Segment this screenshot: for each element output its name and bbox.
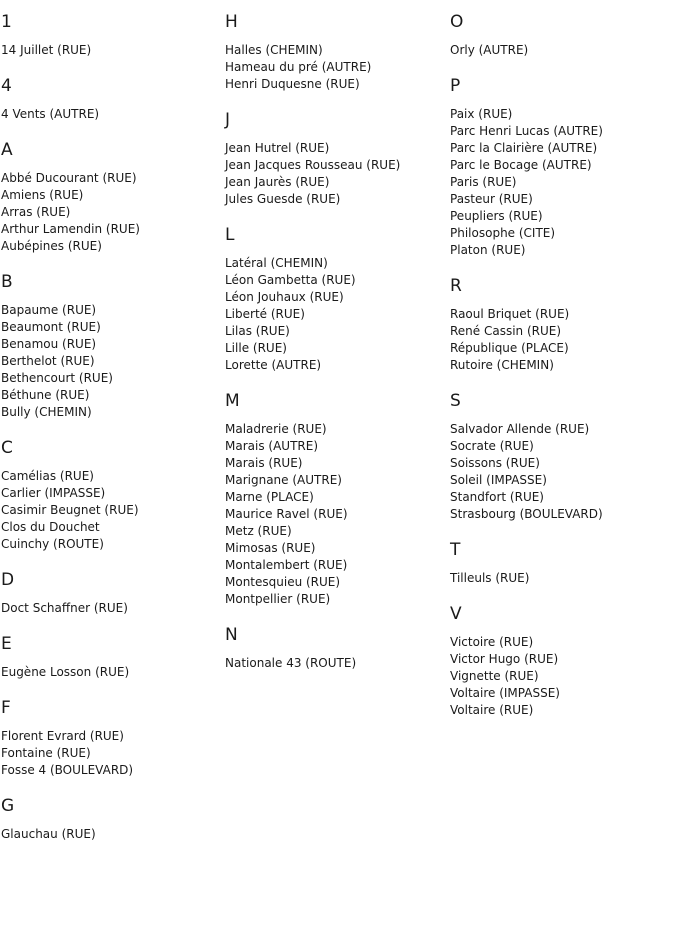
letter-section [1,76,221,123]
street-entry: Voltaire (RUE) [450,703,534,717]
street-list [1,728,221,779]
street-entry: Glauchau (RUE) [1,827,96,841]
letter-section [1,796,221,843]
letter-section [225,625,445,672]
street-entry: Montalembert (RUE) [225,558,348,572]
street-entry: Lilas (RUE) [225,324,290,338]
street-entry: Arras (RUE) [1,205,71,219]
street-entry: Berthelot (RUE) [1,354,95,368]
street-entry: Paris (RUE) [450,175,517,189]
street-entry: Fosse 4 (BOULEVARD) [1,763,134,777]
letter-section [1,140,221,255]
street-entry: Victor Hugo (RUE) [450,652,559,666]
street-entry: Bethencourt (RUE) [1,371,113,385]
section-letter-heading: H [225,12,238,32]
street-entry: Marais (RUE) [225,456,303,470]
letter-section [225,391,445,608]
street-list [450,421,670,523]
street-entry: Socrate (RUE) [450,439,534,453]
street-list [225,655,445,672]
street-entry: Fontaine (RUE) [1,746,91,760]
index-column [1,12,221,860]
street-entry: Abbé Ducourant (RUE) [1,171,137,185]
letter-section [450,391,670,523]
street-entry: Carlier (IMPASSE) [1,486,106,500]
street-entry: Marignane (AUTRE) [225,473,342,487]
street-entry: Strasbourg (BOULEVARD) [450,507,603,521]
street-entry: Jules Guesde (RUE) [225,192,341,206]
street-list [1,106,221,123]
letter-section [225,12,445,93]
street-entry: Beaumont (RUE) [1,320,101,334]
street-entry: Florent Evrard (RUE) [1,729,124,743]
street-list [450,306,670,374]
letter-section [450,276,670,374]
street-entry: Arthur Lamendin (RUE) [1,222,140,236]
letter-section [450,604,670,719]
section-letter-heading: C [1,438,13,458]
street-entry: Marne (PLACE) [225,490,314,504]
street-entry: Léon Gambetta (RUE) [225,273,356,287]
street-list [450,106,670,259]
street-entry: Clos du Douchet [1,520,100,534]
street-list [225,421,445,608]
letter-section [1,438,221,553]
street-entry: 14 Juillet (RUE) [1,43,92,57]
street-entry: Salvador Allende (RUE) [450,422,590,436]
street-entry: Montpellier (RUE) [225,592,331,606]
street-entry: Jean Hutrel (RUE) [225,141,330,155]
street-entry: Parc le Bocage (AUTRE) [450,158,592,172]
street-entry: Parc Henri Lucas (AUTRE) [450,124,603,138]
street-entry: Lorette (AUTRE) [225,358,322,372]
section-letter-heading: G [1,796,15,816]
section-letter-heading: J [225,110,231,130]
street-entry: Jean Jaurès (RUE) [225,175,330,189]
section-letter-heading: 4 [1,76,12,96]
street-entry: République (PLACE) [450,341,569,355]
street-entry: Platon (RUE) [450,243,526,257]
index-column [225,12,445,689]
street-entry: Standfort (RUE) [450,490,544,504]
street-list [1,42,221,59]
street-entry: Vignette (RUE) [450,669,539,683]
letter-section [450,76,670,259]
section-letter-heading: N [225,625,238,645]
street-entry: Liberté (RUE) [225,307,305,321]
street-entry: Tilleuls (RUE) [450,571,530,585]
street-list [1,170,221,255]
street-entry: Victoire (RUE) [450,635,534,649]
street-list [1,826,221,843]
street-entry: Montesquieu (RUE) [225,575,341,589]
street-entry: Eugène Losson (RUE) [1,665,130,679]
street-entry: Philosophe (CITE) [450,226,556,240]
street-entry: Peupliers (RUE) [450,209,543,223]
street-entry: Mimosas (RUE) [225,541,316,555]
street-entry: Soissons (RUE) [450,456,540,470]
street-list [1,600,221,617]
street-entry: Marais (AUTRE) [225,439,318,453]
section-letter-heading: P [450,76,461,96]
street-entry: Bully (CHEMIN) [1,405,92,419]
street-entry: Maladrerie (RUE) [225,422,327,436]
letter-section [1,272,221,421]
street-list [1,664,221,681]
section-letter-heading: D [1,570,15,590]
index-column [450,12,670,736]
letter-section [1,570,221,617]
street-list [450,42,670,59]
street-entry: Doct Schaffner (RUE) [1,601,128,615]
street-entry: Camélias (RUE) [1,469,94,483]
section-letter-heading: S [450,391,461,411]
section-letter-heading: 1 [1,12,12,32]
street-entry: Aubépines (RUE) [1,239,102,253]
street-entry: Jean Jacques Rousseau (RUE) [225,158,401,172]
section-letter-heading: V [450,604,462,624]
letter-section [450,12,670,59]
street-entry: Raoul Briquet (RUE) [450,307,570,321]
street-entry: Latéral (CHEMIN) [225,256,328,270]
letter-section [450,540,670,587]
section-letter-heading: L [225,225,235,245]
street-entry: Rutoire (CHEMIN) [450,358,554,372]
letter-section [225,225,445,374]
street-entry: Hameau du pré (AUTRE) [225,60,372,74]
street-entry: Metz (RUE) [225,524,292,538]
street-list [1,468,221,553]
section-letter-heading: R [450,276,462,296]
street-entry: 4 Vents (AUTRE) [1,107,100,121]
street-entry: Halles (CHEMIN) [225,43,323,57]
street-entry: Voltaire (IMPASSE) [450,686,560,700]
section-letter-heading: A [1,140,13,160]
street-entry: Pasteur (RUE) [450,192,533,206]
street-entry: Paix (RUE) [450,107,513,121]
street-list [225,140,445,208]
street-entry: Benamou (RUE) [1,337,97,351]
section-letter-heading: F [1,698,11,718]
street-entry: Amiens (RUE) [1,188,84,202]
street-list [450,634,670,719]
street-list [225,42,445,93]
street-list [450,570,670,587]
letter-section [1,698,221,779]
street-entry: Maurice Ravel (RUE) [225,507,348,521]
section-letter-heading: O [450,12,464,32]
section-letter-heading: M [225,391,240,411]
street-entry: Béthune (RUE) [1,388,90,402]
street-entry: Parc la Clairière (AUTRE) [450,141,598,155]
street-entry: Lille (RUE) [225,341,287,355]
section-letter-heading: T [450,540,461,560]
street-entry: Henri Duquesne (RUE) [225,77,360,91]
street-entry: Léon Jouhaux (RUE) [225,290,344,304]
letter-section [225,110,445,208]
section-letter-heading: B [1,272,13,292]
street-list [1,302,221,421]
street-entry: René Cassin (RUE) [450,324,562,338]
street-entry: Bapaume (RUE) [1,303,97,317]
street-list [225,255,445,374]
section-letter-heading: E [1,634,12,654]
street-entry: Nationale 43 (ROUTE) [225,656,357,670]
street-entry: Orly (AUTRE) [450,43,529,57]
street-entry: Cuinchy (ROUTE) [1,537,104,551]
letter-section [1,12,221,59]
street-entry: Soleil (IMPASSE) [450,473,547,487]
street-entry: Casimir Beugnet (RUE) [1,503,139,517]
letter-section [1,634,221,681]
